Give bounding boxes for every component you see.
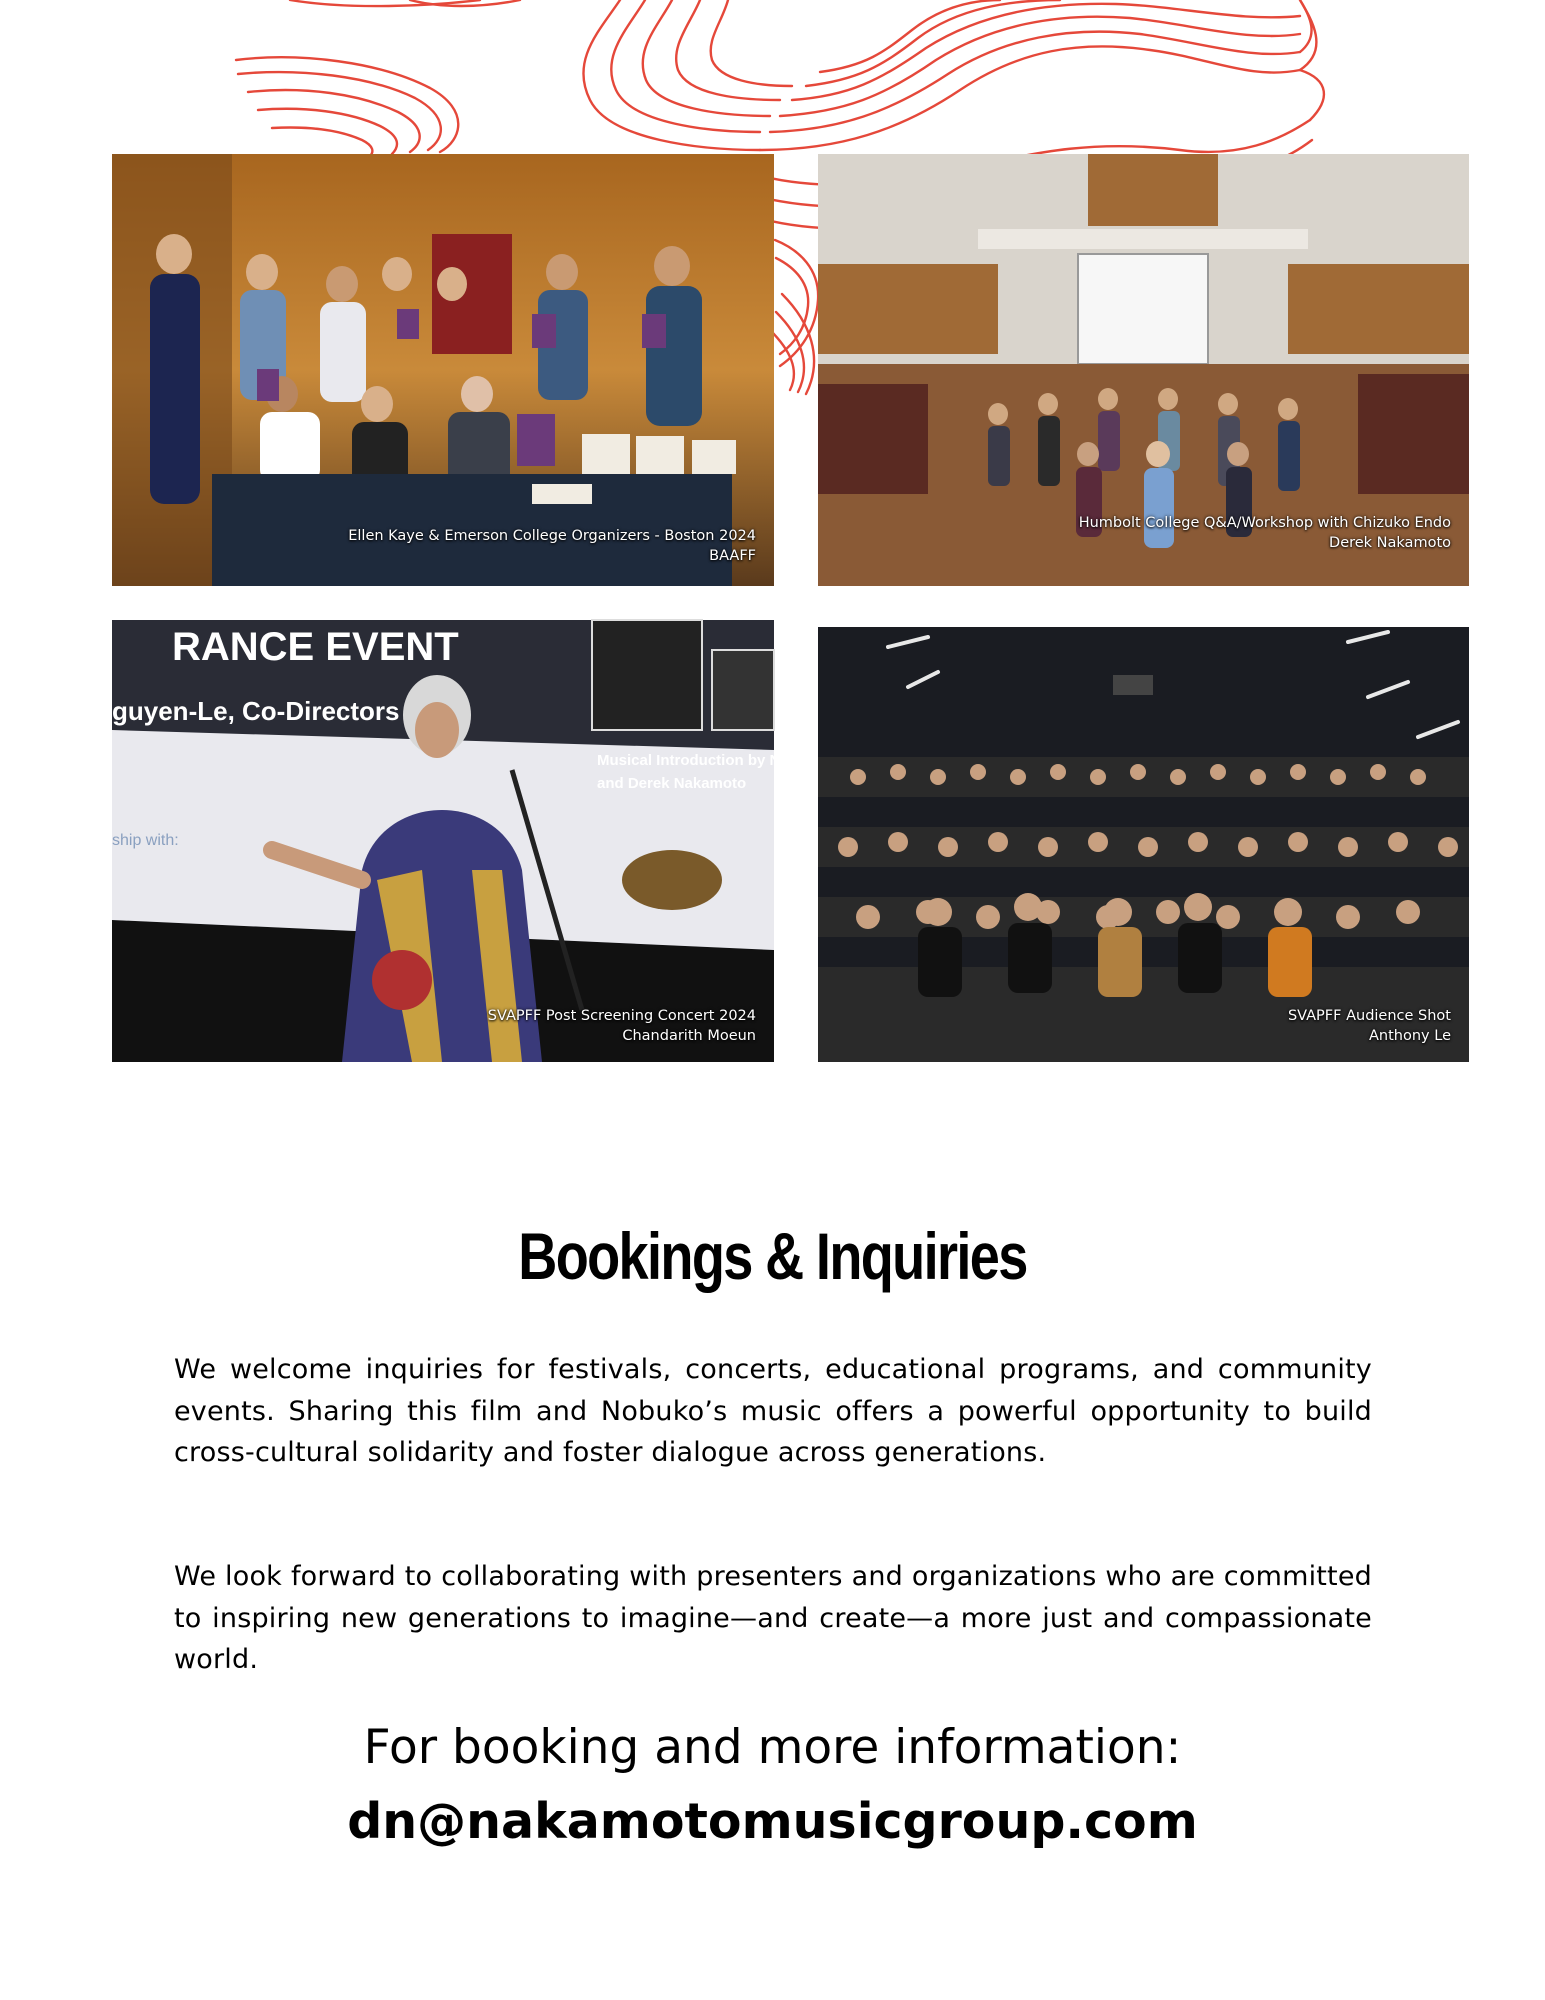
photo-emerson-organizers	[112, 154, 774, 586]
photo-humboldt-workshop	[818, 154, 1469, 586]
concert-photo-image	[112, 620, 808, 1062]
caption-title: Humbolt College Q&A/Workshop with Chizuko Endo	[1078, 515, 1451, 531]
photo-audience-shot	[818, 627, 1469, 1062]
photo-caption	[1079, 513, 1451, 553]
caption-credit: Anthony Le	[1369, 1028, 1451, 1044]
caption-title: SVAPFF Post Screening Concert 2024	[487, 1008, 756, 1024]
caption-credit: Derek Nakamoto	[1329, 535, 1451, 551]
svg-text:guyen-Le, Co-Directors: guyen-Le, Co-Directors	[112, 696, 400, 726]
svg-text:ship with:: ship with:	[112, 832, 179, 849]
caption-title: Ellen Kaye & Emerson College Organizers - Boston 2024	[348, 528, 756, 544]
collaboration-paragraph: We look forward to collaborating with presenters and organizations who are committed to inspiring new generations to imagine—and create—a more just and compassionate world.	[174, 1561, 1372, 1675]
audience-photo-image	[818, 627, 1469, 1062]
caption-credit: BAAFF	[709, 548, 756, 564]
booking-email-link[interactable]: dn@nakamotomusicgroup.com	[347, 1793, 1198, 1850]
svg-text:RANCE EVENT: RANCE EVENT	[172, 625, 459, 669]
svg-text:and Derek Nakamoto: and Derek Nakamoto	[597, 775, 747, 792]
photo-caption	[488, 1006, 756, 1046]
booking-prompt: For booking and more information:	[363, 1720, 1182, 1775]
caption-credit: Chandarith Moeun	[622, 1028, 756, 1044]
group-photo-image	[112, 154, 774, 586]
photo-post-screening-concert	[112, 620, 808, 1062]
section-heading: Bookings & Inquiries	[518, 1219, 1027, 1293]
svg-text:Musical Introduction by Nobu: Musical Introduction by Nobu	[597, 752, 808, 769]
caption-title: SVAPFF Audience Shot	[1287, 1008, 1451, 1024]
photo-caption	[1288, 1006, 1451, 1046]
intro-paragraph: We welcome inquiries for festivals, concerts, educational programs, and community events. Sharing this film and Nobuko’s music offers a powerful opportunity to build cross-cultural solidarity and foster dialogue across generations.	[174, 1354, 1372, 1468]
photo-caption	[348, 526, 756, 566]
